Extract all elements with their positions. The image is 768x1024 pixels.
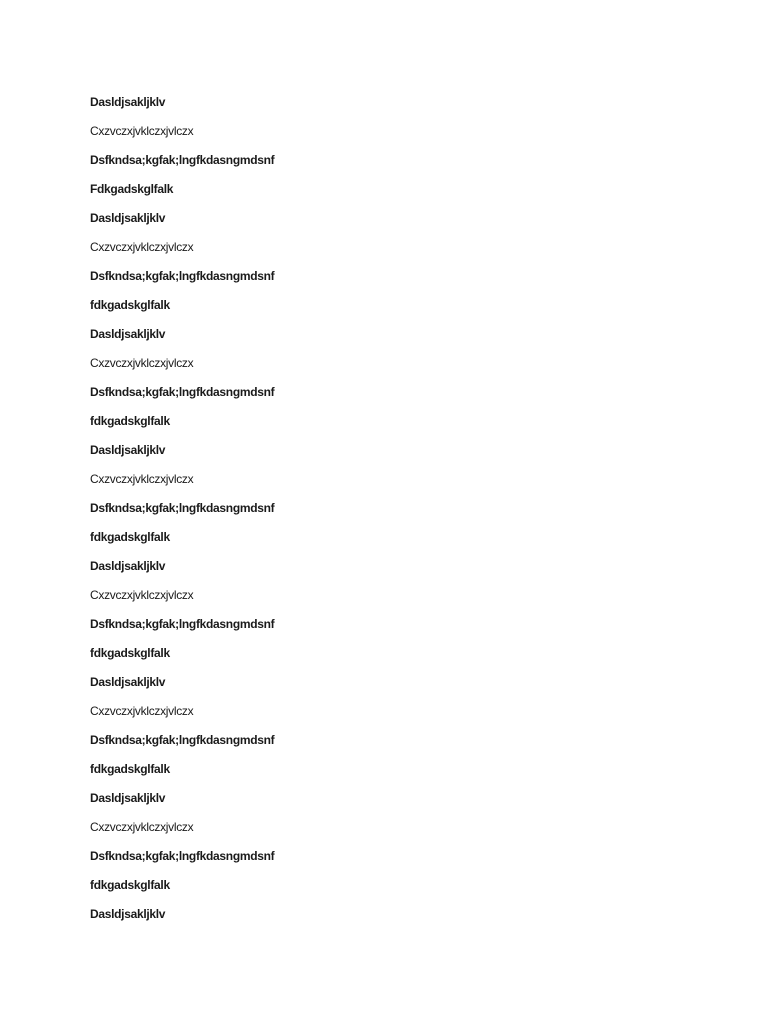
text-line: fdkgadskglfalk <box>90 298 170 312</box>
text-line: Dsfkndsa;kgfak;lngfkdasngmdsnf <box>90 849 275 863</box>
text-line: Dsfkndsa;kgfak;lngfkdasngmdsnf <box>90 385 275 399</box>
text-line: Cxzvczxjvklczxjvlczx <box>90 356 194 370</box>
text-line: fdkgadskglfalk <box>90 878 170 892</box>
text-line: fdkgadskglfalk <box>90 646 170 660</box>
text-line: Cxzvczxjvklczxjvlczx <box>90 472 194 486</box>
text-line: Dasldjsakljklv <box>90 907 166 921</box>
text-line: Cxzvczxjvklczxjvlczx <box>90 588 194 602</box>
text-line: Dasldjsakljklv <box>90 791 166 805</box>
text-line: Fdkgadskglfalk <box>90 182 174 196</box>
text-line: Dsfkndsa;kgfak;lngfkdasngmdsnf <box>90 617 275 631</box>
text-line: Cxzvczxjvklczxjvlczx <box>90 820 194 834</box>
text-line: Cxzvczxjvklczxjvlczx <box>90 240 194 254</box>
text-lines <box>90 93 274 934</box>
text-line: Dasldjsakljklv <box>90 211 166 225</box>
text-line: Dasldjsakljklv <box>90 327 166 341</box>
text-line: fdkgadskglfalk <box>90 530 170 544</box>
text-line: fdkgadskglfalk <box>90 762 170 776</box>
text-line: Cxzvczxjvklczxjvlczx <box>90 124 194 138</box>
text-line: Cxzvczxjvklczxjvlczx <box>90 704 194 718</box>
text-line: Dasldjsakljklv <box>90 675 166 689</box>
text-line: fdkgadskglfalk <box>90 414 170 428</box>
text-line: Dsfkndsa;kgfak;lngfkdasngmdsnf <box>90 501 275 515</box>
text-line: Dasldjsakljklv <box>90 559 166 573</box>
text-line: Dasldjsakljklv <box>90 95 166 109</box>
text-line: Dsfkndsa;kgfak;lngfkdasngmdsnf <box>90 733 275 747</box>
text-line: Dsfkndsa;kgfak;lngfkdasngmdsnf <box>90 269 275 283</box>
text-line: Dsfkndsa;kgfak;lngfkdasngmdsnf <box>90 153 275 167</box>
text-line: Dasldjsakljklv <box>90 443 166 457</box>
